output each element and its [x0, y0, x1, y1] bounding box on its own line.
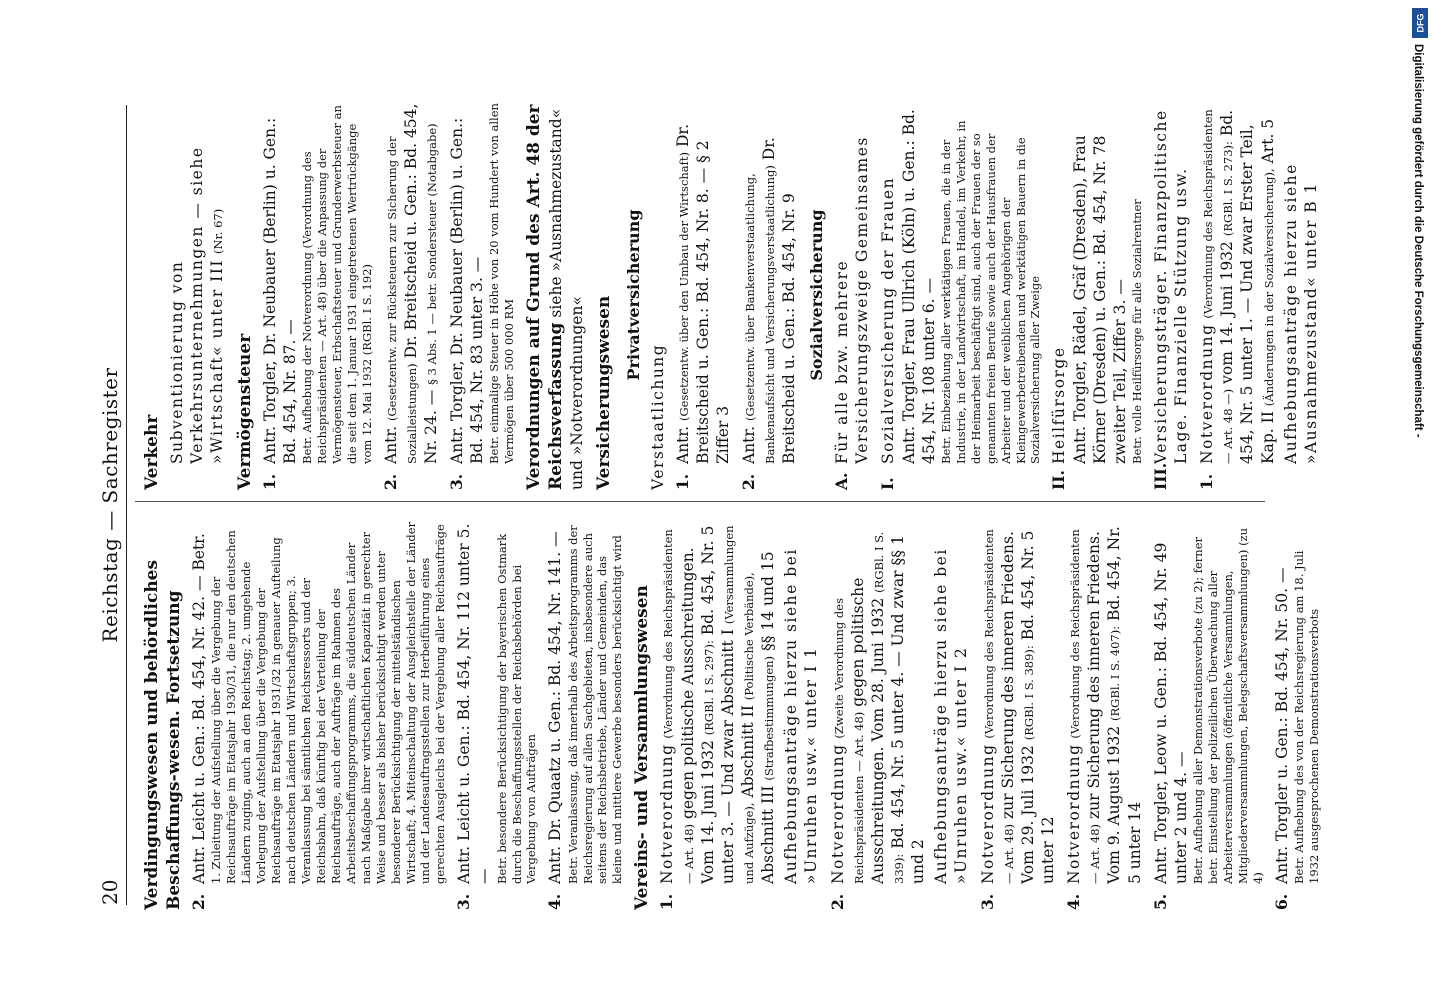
entry-text: Bd. 454, Nr. 5 unter 14 [1105, 526, 1144, 884]
entry-note: (Strafbestimmungen) [762, 655, 777, 781]
entry-number: 2. [827, 893, 847, 910]
page-header [92, 105, 127, 905]
entry-text: Antr. Torgler u. Gen.: Bd. 454, Nr. 50. — [1272, 567, 1291, 884]
index-entry [1151, 520, 1266, 910]
index-entry [1197, 100, 1321, 490]
index-entry [739, 100, 799, 490]
entry-text: Antr. [381, 425, 400, 464]
subsection-title: Versicherungsträger. Finanzpolitische Lage. Finanzielle Stützung usw. [1151, 109, 1191, 464]
entry-text: Antr. Leicht u. Gen.: Bd. 454, Nr. 112 unter 5. — [455, 523, 494, 884]
left-column [135, 520, 1328, 910]
entry-crossref: Aufhebungsanträge hierzu siehe bei »Unruhen usw.« unter I 1 [782, 548, 821, 884]
entry-text: zur Sicherung des inneren Friedens. Vom 9. August 1932 [1085, 531, 1124, 884]
subsection-heading-privatversicherung: Privatversicherung [623, 209, 643, 381]
entry-subject: Betr. Veranlassung, daß innerhalb des Arbeitsprogramms der Reichsregierung auf allen Sachgebieten, insbesondere auch seitens der Reichsbetriebe, Länder und Gemeinden, das kleine und mittlere Gewerbe besonders berücksichtigt wird [565, 525, 625, 884]
entry-note: (RGBl. I S. 389): [1021, 645, 1036, 741]
entry-subject: Betr. besondere Berücksichtigung der bayerischen Ostmark durch die Beschaffungsstellen der Reichsbehörden bei Vergebung von Aufträgen [494, 533, 539, 884]
entry-note: (Verordnung des Reichspräsidenten — Art. 48) [981, 529, 1016, 884]
entry-text: Antr. Torgler, Dr. Neubauer (Berlin) u. Gen.: Bd. 454, Nr. 83 unter 3. — [448, 117, 487, 464]
entry-text: Dr. Breitscheid u. Gen.: Bd. 454, Nr. 8. — § 2 Ziffer 3 [673, 123, 732, 464]
index-entry [545, 520, 625, 910]
entry-crossref: siehe »Ausnahmezustand« und »Notverordnungen« [547, 108, 587, 490]
subsection-a [832, 100, 872, 490]
section-heading-versicherungswesen: Versicherungswesen [594, 295, 615, 490]
entry-number: 4. [545, 893, 565, 910]
entry-note: (Gesetzentw. über den Umbau der Wirtschaft) [676, 151, 691, 422]
subsection-label: A. [832, 472, 852, 490]
index-entry [447, 100, 517, 490]
entry-number: 3. [447, 473, 466, 490]
entry-note: § 3 Abs. 1 — betr. Sondersteuer (Notabgabe) [424, 123, 439, 385]
entry-text: Antr. Leicht u. Gen.: Bd. 454, Nr. 42. — Betr. [190, 533, 209, 884]
entry-text: Dr. Breitscheid u. Gen.: Bd. 454, Nr. 9 [760, 137, 799, 464]
entry-text: Notverordnung [828, 743, 847, 884]
entry-subject: Betr. volle Heilfürsorge für alle Sozialrentner [1129, 199, 1144, 464]
subsection-title: Für alle bzw. mehrere Versicherungszweige Gemeinsames [833, 136, 872, 464]
entry-number: 1. [657, 893, 677, 910]
entry-note: (RGBl. I S. 297): [701, 640, 716, 736]
entry-text: Notverordnung [978, 743, 997, 884]
index-entry [978, 520, 1059, 910]
entry-note: (Nr. 67) [211, 208, 226, 255]
entry-note: (RGBl. I S. 407): [1108, 625, 1123, 721]
entry-text: vom 14. Juni 1932 [1218, 241, 1237, 384]
entry-note: (Gesetzentw. über Bankenverstaatlichung, Bankenaufsicht und Versicherungsverstaatlichung) [742, 165, 778, 464]
entry-subject: 1. Zuleitung der Aufstellung über die Vergebung der Reichsaufträge im Etatsjahr 1930/31, die nur den deutschen Ländern zuging, auch an den Reichstag; 2. umgehende Vorlegung der Aufstellung über die Vergebung der Reichsaufträge im Etatsjahr 1931/32 in genauer Aufteilung nach deutschen Ländern und Wirtschaftsgruppen; 3. Veranlassung bei sämtlichen Reichsressorts und der Reichsbahn, daß künftig bei der Verteilung der Reichsaufträge, auch der Aufträge im Rahmen des Arbeitsbeschaffungsprogramms, die süddeutschen Länder nach Maßgabe ihrer wirtschaftlichen Kapazität in gerechter Weise und besser als bisher berücksichtigt werden unter besonderer Berücksichtigung der mittelständischen Wirtschaft; 4. Miteinschaltung der Ausgleichstelle der Länder und der Landesauftragsstellen zur Herbeiführung eines gerechten Ausgleichs bei der Vergebung aller Reichsaufträge [209, 521, 448, 884]
entry-number: 3. [977, 893, 997, 910]
entry-number: 1. [259, 473, 279, 490]
subject-label: Verstaatlichung [649, 343, 668, 490]
entry-text: gegen politische Ausschreitungen. Vom 28. Juni 1932 [848, 577, 887, 884]
section-heading-vermoegensteuer: Vermögensteuer [234, 333, 255, 490]
entry-text: Dr. Breitscheid u. Gen.: Bd. 454, Nr. 24. — [401, 103, 440, 464]
entry-number: 2. [380, 473, 400, 490]
entry-subject: Betr. Aufhebung aller Demonstrationsverbote (zu 2); ferner betr. Einstellung der polizeilichen Überwachung aller Arbeiterversammlungen (öffentliche Versammlungen, Mitgliederversammlungen, Belegschaftsversammlungen) (zu 4) [1190, 527, 1265, 884]
entry-number: 4. [1064, 893, 1084, 910]
entry-text: Antr. Torgler, Dr. Neubauer (Berlin) u. Gen.: Bd. 454, Nr. 87. — [260, 117, 299, 464]
entry-number: 2. [738, 473, 758, 490]
entry-note: (RGBl. I S. 339): [871, 531, 906, 884]
entry-note: (Zweite Verordnung des Reichspräsidenten — Art. 48) [831, 598, 866, 884]
subsection-label: I. [878, 477, 898, 490]
entry-note: (Verordnung des Reichspräsidenten — Art. 48 —) [1201, 109, 1236, 464]
entry-note: (Gesetzentw. zur Rücksteuern zur Sicherung der Sozialleistungen) [384, 136, 419, 464]
entry-subject: Betr. Aufhebung des von der Reichsregierung am 18. Juli 1932 ausgesprochenen Demonstrationsverbots [1291, 550, 1321, 884]
index-entry [189, 520, 448, 910]
entry-number: 3. [454, 893, 474, 910]
entry-text: Abschnitt II [738, 705, 757, 798]
index-entry [454, 520, 539, 910]
entry-number: 1. [672, 473, 692, 490]
index-entry [167, 100, 227, 490]
entry-text: Bd. 454, Nr. 5 unter 12 [1018, 530, 1057, 884]
subsection-i [878, 100, 1043, 490]
entry-text: Antr. Torgler, Frau Ullrich (Köln) u. Gen.: Bd. 454, Nr. 108 unter 6. — [899, 109, 938, 464]
index-entry [1064, 520, 1145, 910]
entry-text: Bd. 454, Nr. 5 unter 3. — Und zwar Abschnitt I [698, 525, 737, 884]
entry-crossref: Aufhebungsanträge hierzu siehe »Ausnahmezustand« unter B 1 [1281, 163, 1320, 464]
entry-subject: Betr. Einbeziehung aller werktätigen Frauen, die in der Industrie, in der Landwirtschaft, im Handel, im Verkehr, in der Heimarbeit beschäftigt sind, auch der Frauen der so genannten freien Berufe sowie auch der Hausfrauen der Arbeiter und der weiblichen Angehörigen der Kleingewerbetreibenden und werktätigen Bauern in die Sozialversicherung aller Zweige [938, 120, 1043, 464]
entry-note: (Verordnung des Reichspräsidenten — Art. 48) [661, 529, 696, 884]
column-divider [135, 501, 1265, 502]
index-entry [523, 100, 587, 490]
index-entry [260, 100, 375, 490]
index-entry [673, 100, 733, 490]
entry-text: Notverordnung [1065, 743, 1084, 884]
subsection-title: Sozialversicherung der Frauen [879, 176, 898, 464]
entry-note: (Politische Verbände), [741, 572, 756, 701]
entry-note: (Änderungen in der Sozialversicherung), [1261, 168, 1276, 407]
entry-text: Antr. Dr. Quaatz u. Gen.: Bd. 454, Nr. 141. — [546, 531, 565, 884]
entry-text: Subventionierung von Verkehrsunternehmungen — siehe »Wirtschaft« unter III [168, 146, 227, 464]
running-head: Reichstag — Sachregister [98, 367, 122, 643]
page-number: 20 [98, 879, 122, 905]
entry-text: Abschnitt III [759, 785, 778, 884]
funding-notice: Digitalisierung gefördert durch die Deutsche Forschungsgemeinschaft - [1412, 44, 1424, 438]
entry-text: gegen politische Ausschreitungen. Vom 14. Juni 1932 [678, 547, 717, 884]
index-entry [1272, 520, 1322, 910]
index-entry [828, 520, 972, 910]
entry-note: (RGBl. I S. 273): [1221, 141, 1236, 237]
subsection-title: Heilfürsorge [1050, 346, 1069, 464]
right-column [135, 100, 1327, 490]
entry-text: zur Sicherung des inneren Friedens. Vom 29. Juli 1932 [998, 531, 1037, 884]
entry-text: §§ 14 und 15 [759, 551, 778, 652]
section-heading-verkehr: Verkehr [142, 414, 162, 490]
index-entry [657, 520, 821, 910]
entry-text: Bd. 454, Nr. 5 unter 4. — Und zwar §§ 1 und 2 [888, 535, 928, 884]
subsection-iii [1151, 100, 1191, 490]
entry-subject: Betr. einmalige Steuer in Höhe von 20 vom Hundert von allen Vermögen über 500 000 RM [487, 103, 517, 464]
section-heading-vereinswesen: Vereins- und Versammlungswesen [632, 585, 653, 910]
index-entry [381, 100, 441, 490]
subsection-label: II. [1049, 470, 1069, 490]
entry-subject: Betr. Aufhebung der Notverordnung (Verordnung des Reichspräsidenten — Art. 48) über die Anpassung der Vermögensteuer, Erbschaftsteuer und Grunderwerbsteuer an die seit dem 1. Januar 1931 eingetretenen Wertrückgänge vom 12. Mai 1932 (RGBl. I S. 192) [299, 105, 374, 464]
entry-text: Art. 5 [1258, 118, 1277, 164]
entry-crossref: Aufhebungsanträge hierzu siehe bei »Unruhen usw.« unter I 2 [932, 548, 971, 884]
entry-number: 2. [189, 893, 209, 910]
entry-number: 1. [1197, 473, 1217, 490]
section-heading-verdingungswesen: Verdingungswesen und behördliches Beschaffungs-wesen. Fortsetzung [142, 559, 185, 910]
entry-text: Antr. [739, 425, 758, 464]
entry-number: 6. [1271, 893, 1291, 910]
dfg-logo-text: DFG [1415, 13, 1425, 33]
dfg-logo [1412, 8, 1428, 38]
entry-text: Antr. Torgler, Rädel, Gräf (Dresden), Frau Körner (Dresden) u. Gen.: Bd. 454, Nr. 78 zweiter Teil, Ziffer 3. — [1070, 135, 1129, 464]
entry-note: (Verordnung des Reichspräsidenten — Art. 48) [1068, 529, 1103, 884]
entry-text: Notverordnung [658, 743, 677, 884]
entry-number: 5. [1150, 893, 1170, 910]
entry-text: Notverordnung [1198, 323, 1217, 464]
entry-text: Bd. 454, Nr. 5 unter 1. — Und zwar Erster Teil, Kap. II [1218, 109, 1277, 464]
subsection-ii [1049, 100, 1145, 490]
subsection-label: III. [1150, 462, 1170, 490]
section-heading-verordnungen: Verordnungen auf Grund des Art. 48 der Reichsverfassung [524, 104, 567, 490]
entry-text: Antr. Torgler, Leow u. Gen.: Bd. 454, Nr. 49 unter 2 und 4. — [1151, 542, 1190, 884]
entry-text: Antr. [673, 425, 692, 464]
entry-note: (Versammlungen und Aufzüge), [721, 525, 756, 884]
subsection-heading-sozialversicherung: Sozialversicherung [807, 209, 827, 381]
